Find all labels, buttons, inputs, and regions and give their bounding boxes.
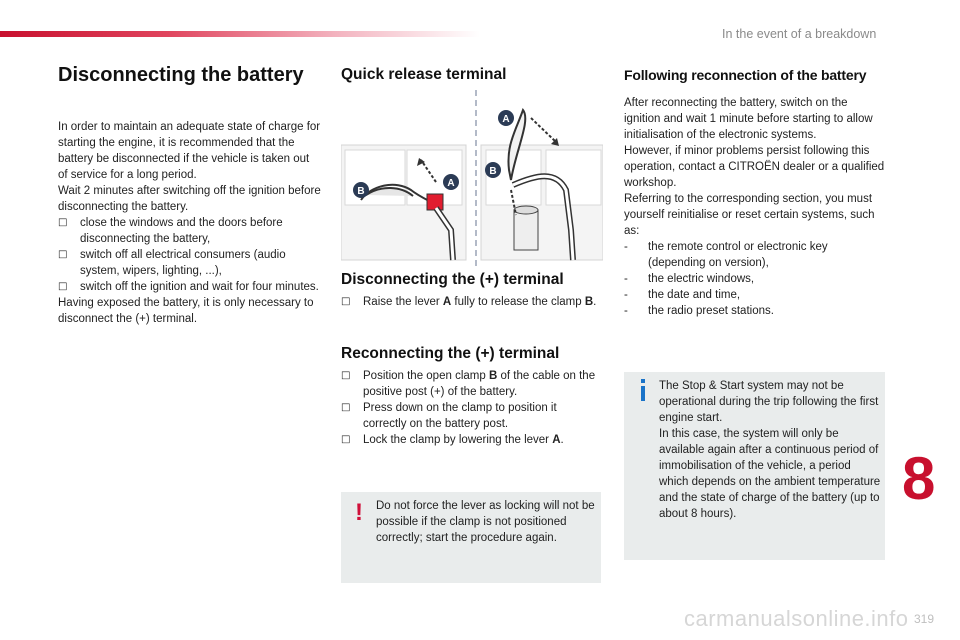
wait-paragraph: Wait 2 minutes after switching off the ignition before disconnecting the battery. [58, 185, 321, 213]
left-panel-drawing [341, 145, 466, 260]
reconnecting-terminal-heading: Reconnecting the (+) terminal [341, 345, 560, 362]
label-b-left: B [357, 186, 365, 197]
section-header: In the event of a breakdown [722, 27, 877, 41]
list-item: □ close the windows and the doors before disconnecting the battery, [58, 217, 283, 245]
warning-text: Do not force the lever as locking will not be possible if the clamp is not positioned correctly; start the procedure again. [376, 500, 595, 544]
reconnection-paragraph-3: Referring to the corresponding section, you must yourself reinitialise or reset certain systems, such as: [624, 193, 875, 237]
checkbox-bullet-icon: □ [341, 402, 351, 413]
label-a-right: A [502, 114, 510, 125]
checkbox-bullet-icon: □ [58, 281, 68, 292]
checkbox-bullet-icon: □ [341, 296, 351, 307]
battery-terminal-illustration [341, 90, 603, 268]
top-accent-bar [0, 31, 480, 37]
footer-watermark: carmanualsonline.info [684, 606, 909, 631]
list-item: - the remote control or electronic key (depending on version), [624, 241, 828, 269]
info-text: The Stop & Start system may not be operational during the trip following the first engine start. In this case, the system will only be available again after a continuous period of immobilisation of the vehicle, a period which depends on the ambient temperature and the state of charge of the battery (up to about 8 hours). [659, 380, 881, 520]
list-item: □ Press down on the clamp to position it correctly on the battery post. [341, 402, 557, 430]
list-item: - the electric windows, [624, 273, 755, 285]
quick-release-heading: Quick release terminal [341, 66, 507, 83]
checkbox-bullet-icon: □ [341, 370, 351, 381]
intro-paragraph: In order to maintain an adequate state of charge for starting the engine, it is recommended that the battery be disconnected if the vehicle is taken out of service for a long period. [58, 121, 321, 181]
warning-box [341, 492, 601, 583]
reconnect-instructions [341, 368, 601, 448]
page-number: 319 [914, 612, 935, 626]
info-icon [636, 378, 650, 402]
list-item: □ Lock the clamp by lowering the lever A. [341, 434, 564, 446]
list-item: □ switch off all electrical consumers (audio system, wipers, lighting, ...), [58, 249, 286, 277]
intro-section [58, 119, 322, 327]
chapter-number: 8 [902, 445, 936, 512]
right-panel-drawing [481, 110, 603, 260]
list-item: □ switch off the ignition and wait for four minutes. [58, 281, 319, 293]
following-reconnection-heading: Following reconnection of the battery [624, 67, 867, 83]
reconnection-section [624, 95, 886, 319]
info-box [624, 372, 885, 560]
list-item: □ Raise the lever A fully to release the clamp B. [341, 296, 597, 308]
checkbox-bullet-icon: □ [58, 249, 68, 260]
checkbox-bullet-icon: □ [58, 217, 68, 228]
page-title: Disconnecting the battery [58, 64, 304, 86]
label-a-left: A [447, 178, 455, 189]
disconnecting-terminal-heading: Disconnecting the (+) terminal [341, 271, 564, 288]
label-b-right: B [489, 166, 497, 177]
outro-paragraph: Having exposed the battery, it is only necessary to disconnect the (+) terminal. [58, 297, 314, 325]
checkbox-bullet-icon: □ [341, 434, 351, 445]
list-item: - the date and time, [624, 289, 741, 301]
disconnect-instructions [341, 294, 601, 310]
list-item: - the radio preset stations. [624, 305, 774, 317]
exclamation-warning-icon: ! [355, 499, 363, 526]
reconnection-paragraph-1: After reconnecting the battery, switch on the ignition and wait 1 minute before starting to allow initialisation of the electronic systems. [624, 97, 873, 141]
reconnection-paragraph-2: However, if minor problems persist following this operation, contact a CITROËN dealer or a qualified workshop. [624, 145, 885, 189]
list-item: □ Position the open clamp B of the cable on the positive post (+) of the battery. [341, 370, 596, 398]
